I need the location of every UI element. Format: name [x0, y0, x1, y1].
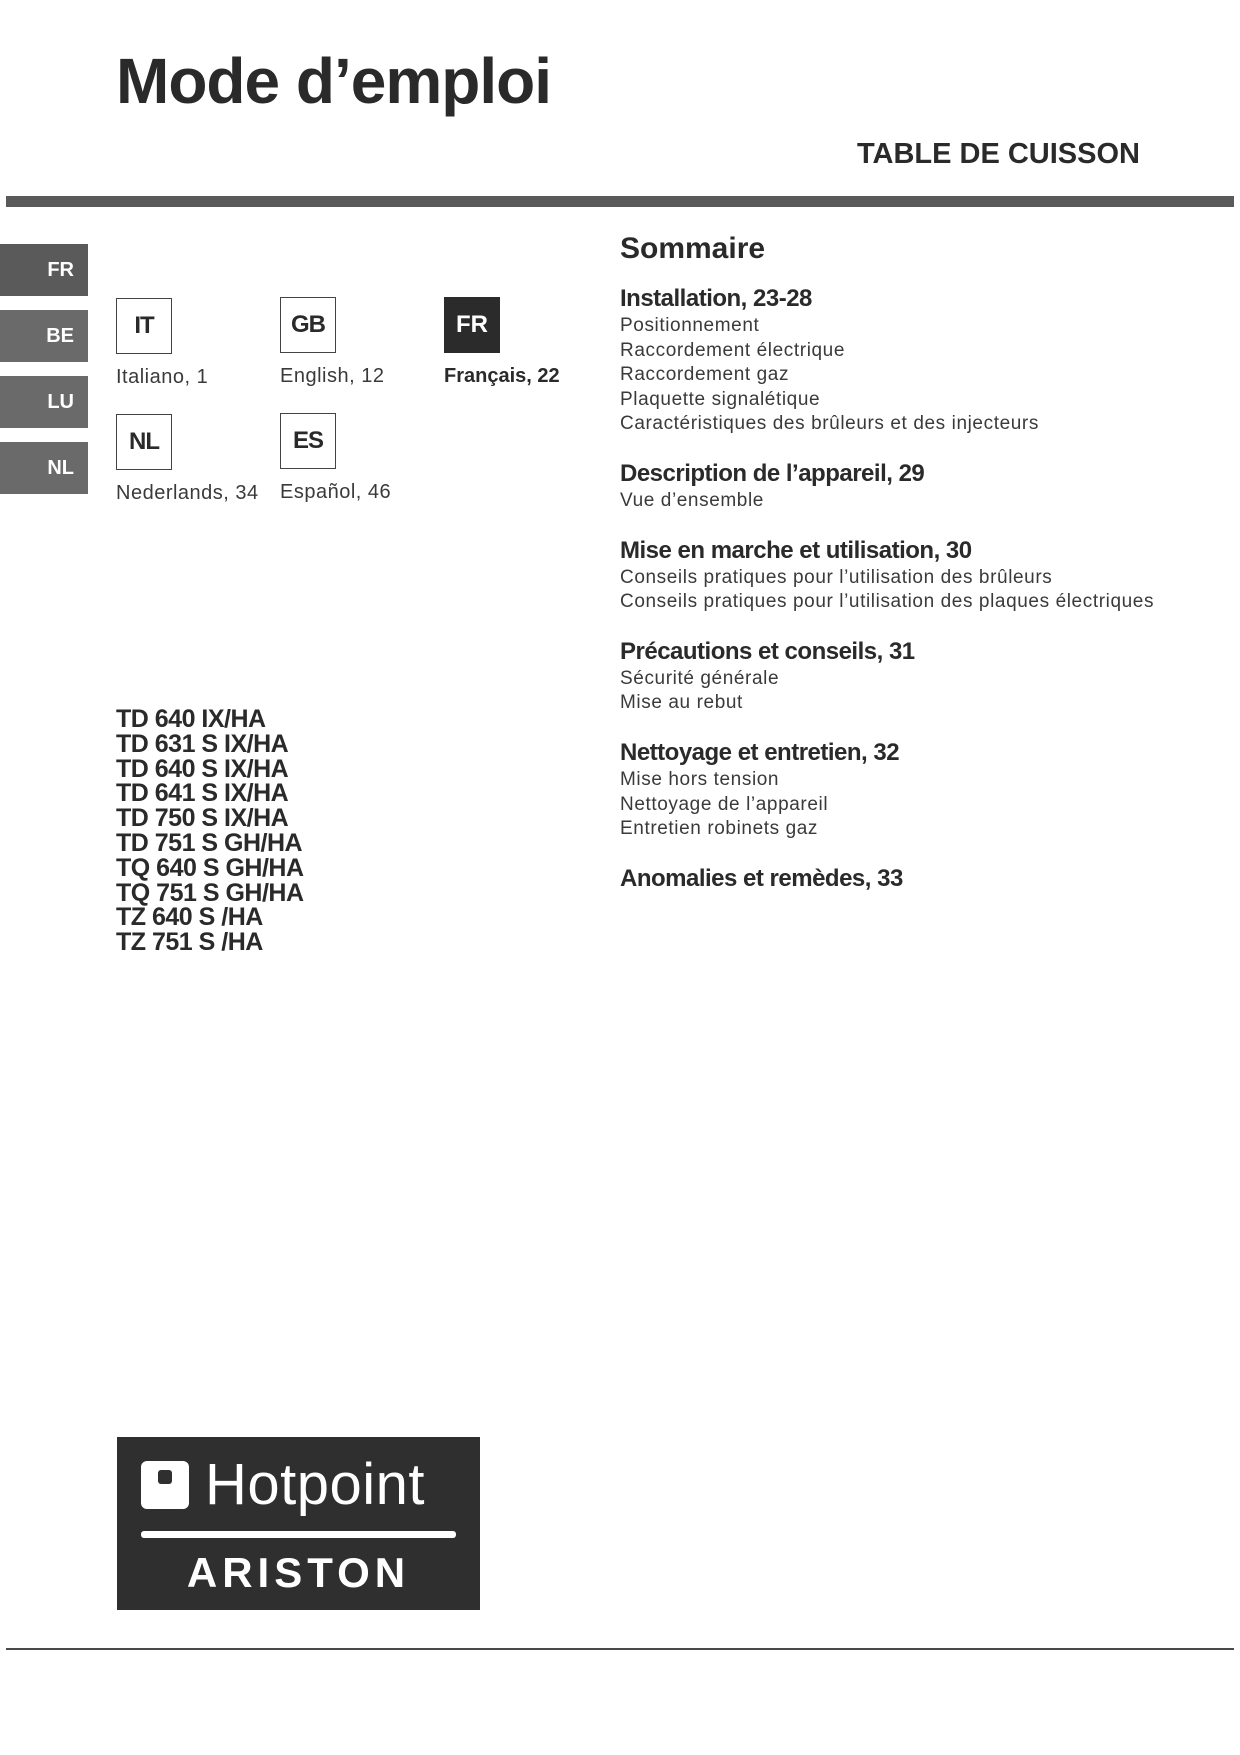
logo-divider [141, 1531, 456, 1538]
header-divider [6, 196, 1234, 207]
brand-subname: ARISTON [186, 1549, 411, 1596]
language-gb[interactable] [280, 297, 384, 388]
toc-item[interactable]: Raccordement électrique [620, 339, 846, 361]
language-es[interactable] [280, 413, 391, 504]
toc-section-utilisation [620, 536, 1180, 615]
table-of-contents [620, 232, 1180, 916]
toc-section-description [620, 459, 1180, 514]
country-tab-fr[interactable]: FR [0, 244, 88, 296]
country-tab-be[interactable]: BE [0, 310, 88, 362]
toc-item[interactable]: Conseils pratiques pour l’utilisation des plaques électriques [620, 591, 1155, 613]
model-list [116, 707, 304, 955]
language-label: English, 12 [280, 365, 385, 387]
toc-heading[interactable]: Anomalies et remèdes, 33 [620, 864, 903, 892]
page-title: Mode d’emploi [116, 45, 551, 117]
language-label: Nederlands, 34 [116, 482, 259, 504]
model-number: TZ 751 S /HA [116, 928, 263, 957]
toc-item[interactable]: Raccordement gaz [620, 364, 790, 386]
toc-section-precautions [620, 637, 1180, 716]
brand-name: Hotpoint [205, 1452, 426, 1517]
toc-title: Sommaire [620, 232, 766, 265]
language-label-active: Français, 22 [444, 365, 560, 387]
language-code-box[interactable]: IT [116, 298, 172, 354]
toc-heading[interactable]: Précautions et conseils, 31 [620, 637, 915, 665]
language-nl[interactable] [116, 414, 259, 505]
model-number: TD 631 S IX/HA [116, 729, 289, 758]
language-code-box[interactable]: ES [280, 413, 336, 469]
model-number: TD 751 S GH/HA [116, 828, 303, 857]
toc-item[interactable]: Vue d’ensemble [620, 489, 764, 511]
toc-item[interactable]: Conseils pratiques pour l’utilisation des brûleurs [620, 566, 1053, 588]
model-number: TQ 640 S GH/HA [116, 853, 304, 882]
toc-heading[interactable]: Description de l’appareil, 29 [620, 459, 925, 487]
language-label: Italiano, 1 [116, 366, 209, 388]
toc-item[interactable]: Entretien robinets gaz [620, 818, 819, 840]
country-tab-nl[interactable]: NL [0, 442, 88, 494]
language-code-box[interactable]: NL [116, 414, 172, 470]
model-number: TD 750 S IX/HA [116, 804, 289, 833]
country-tab-lu[interactable]: LU [0, 376, 88, 428]
toc-section-installation [620, 284, 1180, 437]
language-it[interactable] [116, 298, 208, 389]
toc-item[interactable]: Plaquette signalétique [620, 388, 821, 410]
model-number: TD 640 S IX/HA [116, 754, 289, 783]
toc-item[interactable]: Mise au rebut [620, 692, 743, 714]
toc-section-anomalies [620, 864, 1180, 894]
language-label: Español, 46 [280, 481, 392, 503]
toc-item[interactable]: Positionnement [620, 315, 760, 336]
toc-item[interactable]: Nettoyage de l’appareil [620, 793, 829, 815]
language-code-box-active[interactable]: FR [444, 297, 500, 353]
toc-heading[interactable]: Mise en marche et utilisation, 30 [620, 536, 972, 564]
model-number: TQ 751 S GH/HA [116, 878, 304, 907]
model-number: TD 640 IX/HA [116, 705, 266, 733]
toc-heading[interactable]: Nettoyage et entretien, 32 [620, 738, 900, 766]
language-fr[interactable] [444, 297, 560, 388]
model-number: TZ 640 S /HA [116, 903, 263, 932]
document-subtitle: TABLE DE CUISSON [856, 138, 1140, 170]
footer-divider [6, 1648, 1234, 1650]
brand-mark-icon [141, 1461, 189, 1509]
toc-section-nettoyage [620, 738, 1180, 842]
brand-logo [117, 1437, 480, 1610]
toc-item[interactable]: Caractéristiques des brûleurs et des injecteurs [620, 413, 1039, 435]
model-number: TD 641 S IX/HA [116, 779, 289, 808]
toc-item[interactable]: Sécurité générale [620, 667, 780, 689]
language-code-box[interactable]: GB [280, 297, 336, 353]
toc-item[interactable]: Mise hors tension [620, 768, 780, 790]
toc-heading[interactable]: Installation, 23-28 [620, 285, 812, 312]
